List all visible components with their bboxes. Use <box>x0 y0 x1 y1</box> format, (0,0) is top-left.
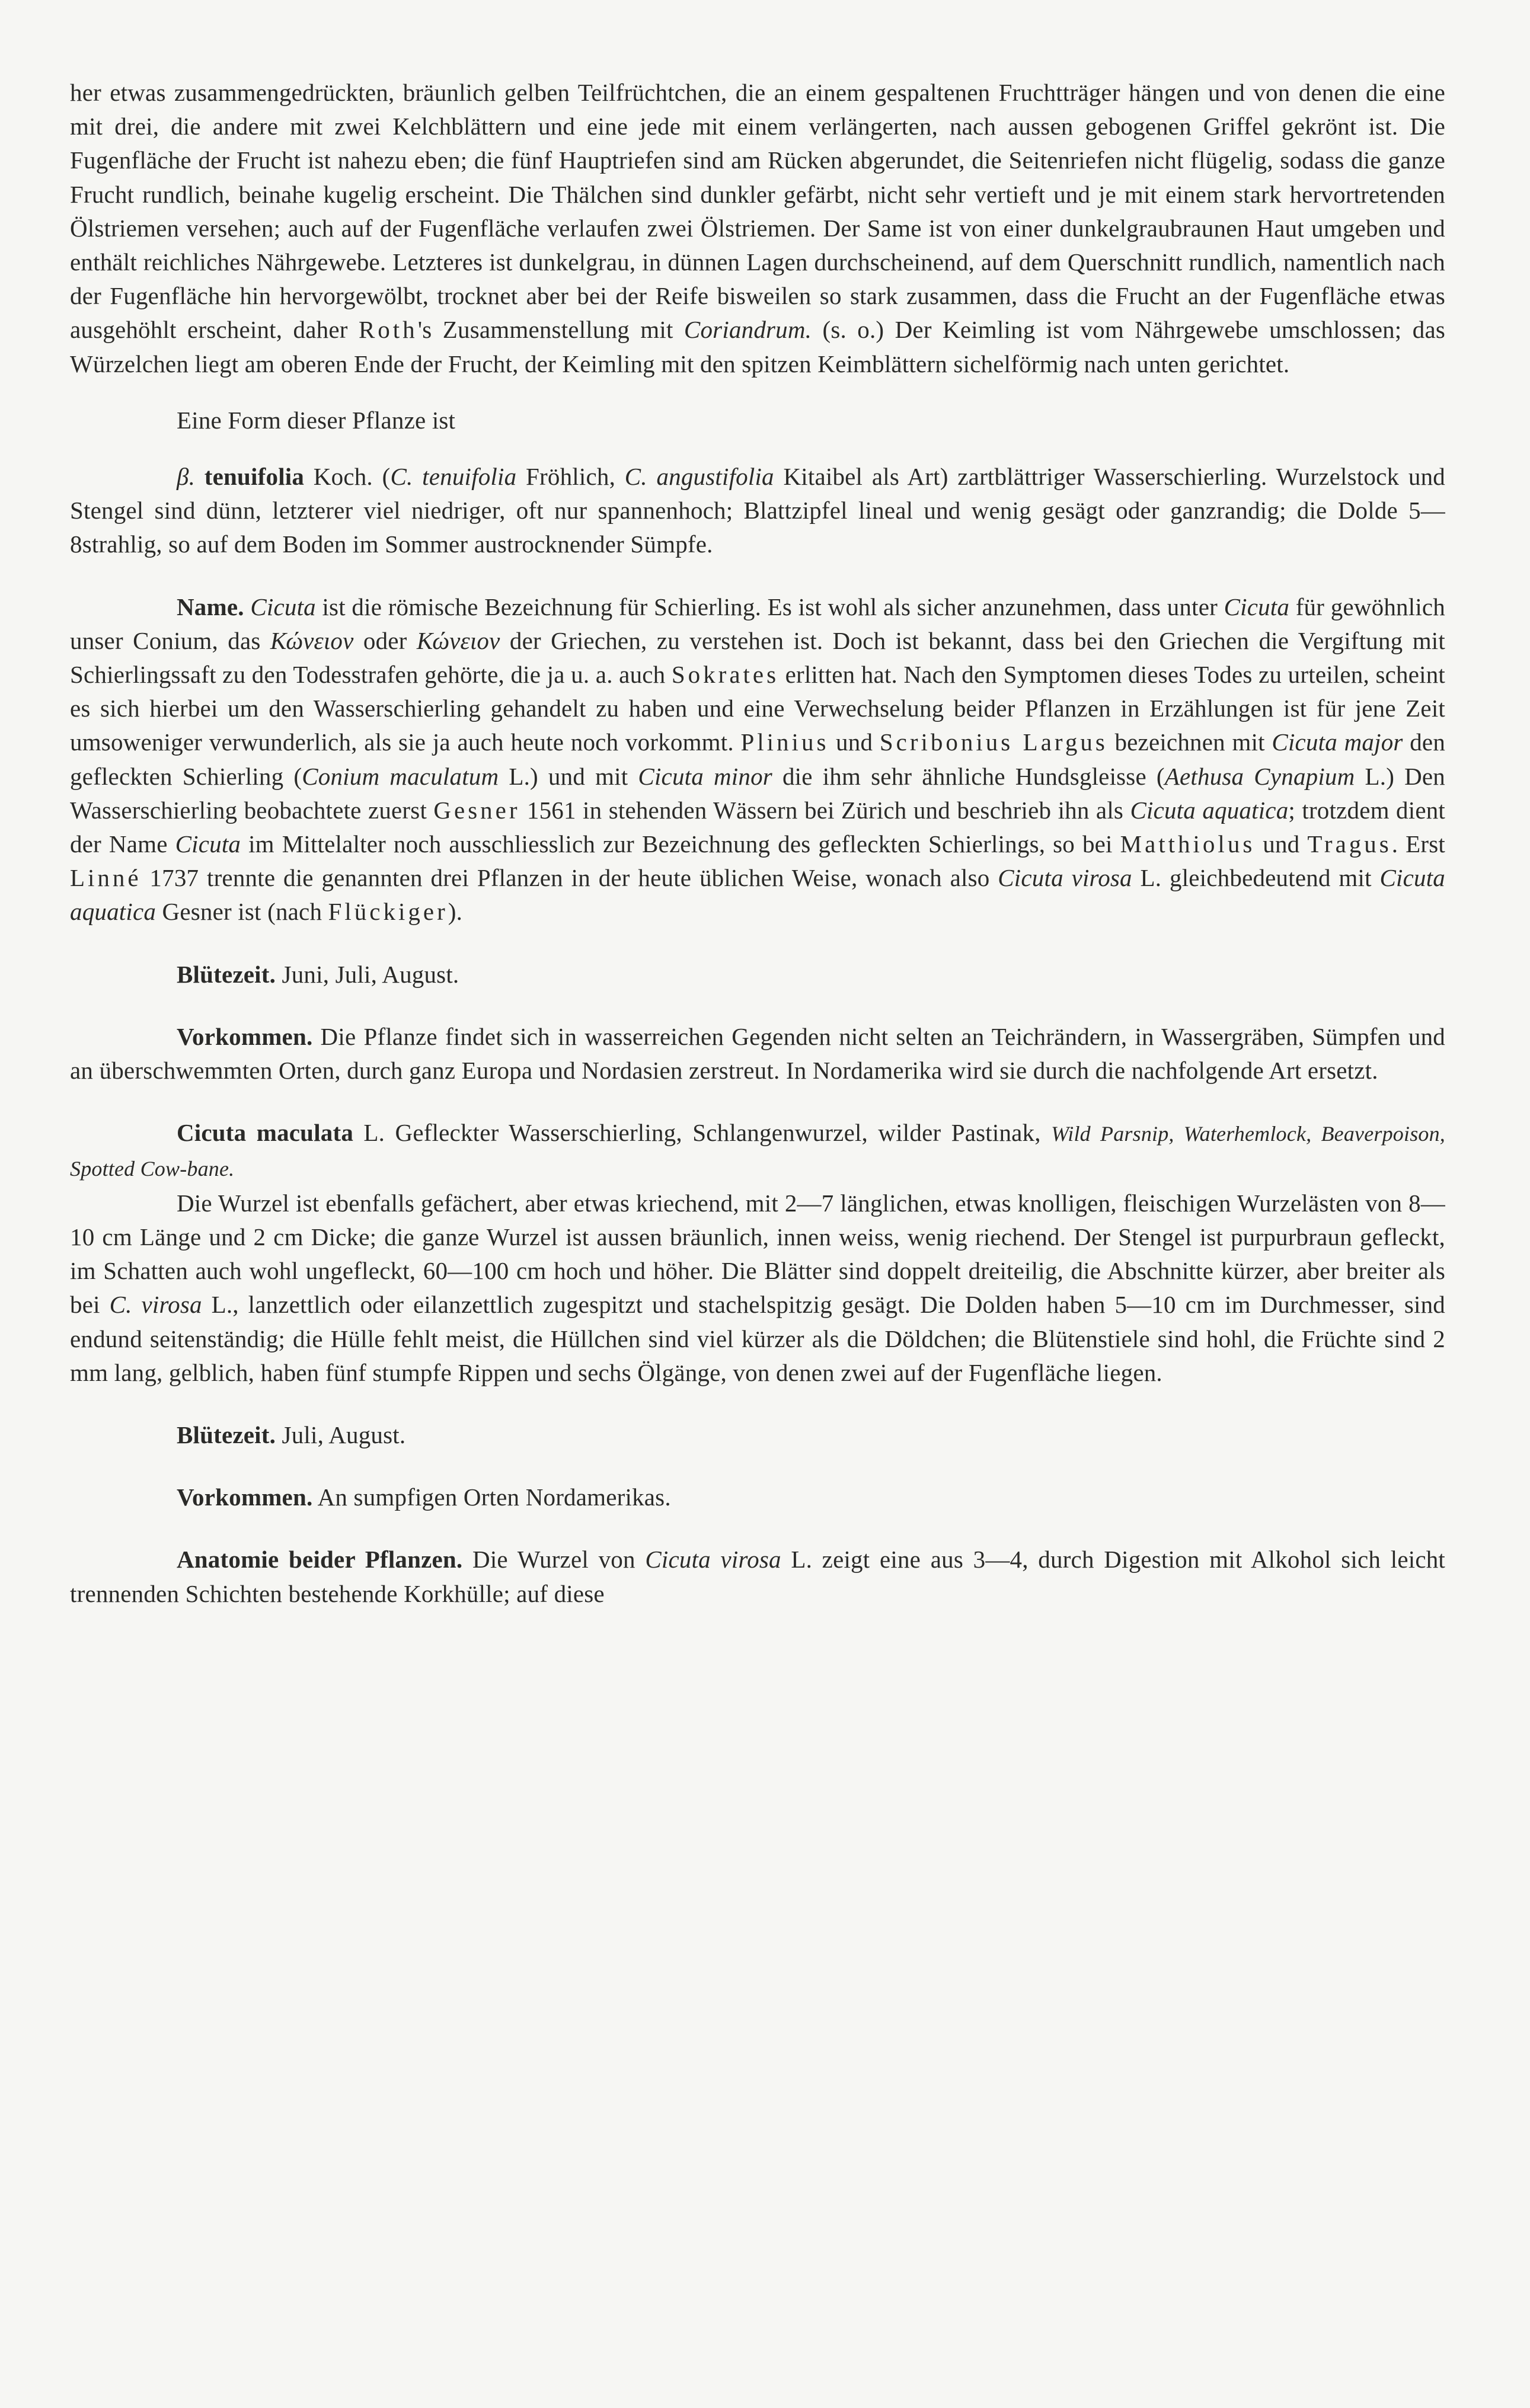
fruit-description-paragraph: her etwas zusammengedrückten, bräunlich gelben Teilfrüchtchen, die an einem gespaltenen Fruchtträger hängen und von denen die eine mit drei, die andere mit zwei Kelchblättern und eine jede mit einem verlängerten, nach aussen gebogenen Griffel gekrönt ist. Die Fugenfläche der Frucht ist nahezu eben; die fünf Hauptriefen sind am Rücken abgerundet, die Seitenriefen nicht flügelig, sodass die ganze Frucht rundlich, beinahe kugelig erscheint. Die Thälchen sind dunkler gefärbt, nicht sehr vertieft und je mit einem stark hervortretenden Ölstriemen versehen; auch auf der Fugenfläche verlaufen zwei Ölstriemen. Der Same ist von einer dunkelgraubraunen Haut umgeben und enthält reichliches Nährgewebe. Letzteres ist dunkelgrau, in dünnen Lagen durchscheinend, auf dem Querschnitt rundlich, namentlich nach der Fugenfläche hin hervorgewölbt, trocknet aber bei der Reife bisweilen so stark zusammen, dass die Frucht an der Fugenfläche etwas ausgehöhlt erscheint, daher Roth's Zusammenstellung mit Coriandrum. (s. o.) Der Keimling ist vom Nährgewebe umschlossen; das Würzelchen liegt am oberen Ende der Frucht, der Keimling mit den spitzen Keimblättern sichelförmig nach unten gerichtet. <box>70 79 1445 378</box>
vorkommen-section-1: Vorkommen. Die Pflanze findet sich in wasserreichen Gegenden nicht selten an Teichrändern, in Wassergräben, Sümpfen und an überschwemmten Orten, durch ganz Europa und Nordasien zerstreut. In Nordamerika wird sie durch die nachfolgende Art ersetzt. <box>70 1022 1445 1085</box>
taxon-coriandrum: Coriandrum. <box>683 316 812 344</box>
vorkommen-section-2: Vorkommen. An sumpfigen Orten Nordamerikas. <box>177 1483 671 1511</box>
anatomie-section: Anatomie beider Pflanzen. Die Wurzel von Cicuta virosa L. zeigt eine aus 3—4, durch Digestion mit Alkohol sich leicht trennenden Schichten bestehende Korkhülle; auf diese <box>70 1546 1446 1607</box>
cicuta-maculata-description: Die Wurzel ist ebenfalls gefächert, aber etwas kriechend, mit 2—7 länglichen, etwas knolligen, fleischigen Wurzelästen von 8—10 cm Länge und 2 cm Dicke; die ganze Wurzel ist aussen bräunlich, innen weiss, wenig riechend. Der Stengel ist purpurbraun gefleckt, im Schatten auch wohl ungefleckt, 60—100 cm hoch und höher. Die Blätter sind doppelt dreiteilig, die Abschnitte kürzer, aber breiter als bei C. virosa L., lanzettlich oder eilanzettlich zugespitzt und stachelspitzig gesägt. Die Dolden haben 5—10 cm im Durchmesser, sind endund seitenständig; die Hülle fehlt meist, die Hüllchen sind viel kürzer als die Döldchen; die Blütenstiele sind hohl, die Früchte sind 2 mm lang, gelblich, haben fünf stumpfe Rippen und sechs Ölgänge, von denen zwei auf der Fugenfläche liegen. <box>70 1189 1445 1386</box>
section-heading-name: Name. <box>177 593 244 621</box>
variety-name: tenuifolia <box>204 463 305 491</box>
section-heading-bluetezeit: Blütezeit. <box>177 960 276 988</box>
document-page <box>70 76 1445 1611</box>
section-heading-cicuta-maculata: Cicuta maculata <box>177 1119 354 1147</box>
section-heading-vorkommen: Vorkommen. <box>177 1022 313 1050</box>
section-heading-anatomie: Anatomie beider Pflanzen. <box>177 1546 463 1574</box>
section-heading-vorkommen: Vorkommen. <box>177 1483 313 1511</box>
english-names: Wild Parsnip, Waterhemlock, Beaverpoison, Spotted Cow-bane. <box>70 1122 1445 1181</box>
greek-term: Κώνειον <box>270 626 354 654</box>
section-heading-bluetezeit: Blütezeit. <box>177 1421 276 1448</box>
greek-term: Κώνειον <box>416 626 500 654</box>
bluetezeit-section-2: Blütezeit. Juli, August. <box>177 1421 406 1448</box>
bluetezeit-section-1: Blütezeit. Juni, Juli, August. <box>177 960 459 988</box>
name-section: Name. Cicuta ist die römische Bezeichnung für Schierling. Es ist wohl als sicher anzunehmen, dass unter Cicuta für gewöhnlich unser Conium, das Κώνειον oder Κώνειον der Griechen, zu verstehen ist. Doch ist bekannt, dass bei den Griechen die Vergiftung mit Schierlingssaft zu den Todesstrafen gehörte, die ja u. a. auch Sokrates erlitten hat. Nach den Symptomen dieses Todes zu urteilen, scheint es sich hierbei um den Wasserschierling gehandelt zu haben und eine Verwechselung beider Pflanzen in Erzählungen ist für jene Zeit umsoweniger verwunderlich, als sie ja auch heute noch vorkommt. Plinius und Scribonius Largus bezeichnen mit Cicuta major den gefleckten Schierling (Conium maculatum L.) und mit Cicuta minor die ihm sehr ähnliche Hundsgleisse (Aethusa Cynapium L.) Den Wasserschierling beobachtete zuerst Gesner 1561 in stehenden Wässern bei Zürich und beschrieb ihn als Cicuta aquatica; trotzdem dient der Name Cicuta im Mittelalter noch ausschliesslich zur Bezeichnung des gefleckten Schierlings, so bei Matthiolus und Tragus. Erst Linné 1737 trennte die genannten drei Pflanzen in der heute üblichen Weise, wonach also Cicuta virosa L. gleichbedeutend mit Cicuta aquatica Gesner ist (nach Flückiger). <box>70 593 1446 926</box>
form-intro-paragraph: Eine Form dieser Pflanze ist <box>177 406 456 434</box>
variety-tenuifolia-paragraph: β. tenuifolia Koch. (C. tenuifolia Fröhlich, C. angustifolia Kitaibel als Art) zartblättriger Wasserschierling. Wurzelstock und Stengel sind dünn, letzterer viel niedriger, oft nur spannenhoch; Blattzipfel lineal und wenig gesägt oder ganzrandig; die Dolde 5—8strahlig, so auf dem Boden im Sommer austrocknender Sümpfe. <box>70 463 1445 558</box>
author-roth: Roth <box>358 316 418 344</box>
cicuta-maculata-heading-paragraph: Cicuta maculata L. Gefleckter Wasserschierling, Schlangenwurzel, wilder Pastinak, Wild Parsnip, Waterhemlock, Beaverpoison, Spotted Cow-bane. <box>70 1119 1445 1181</box>
